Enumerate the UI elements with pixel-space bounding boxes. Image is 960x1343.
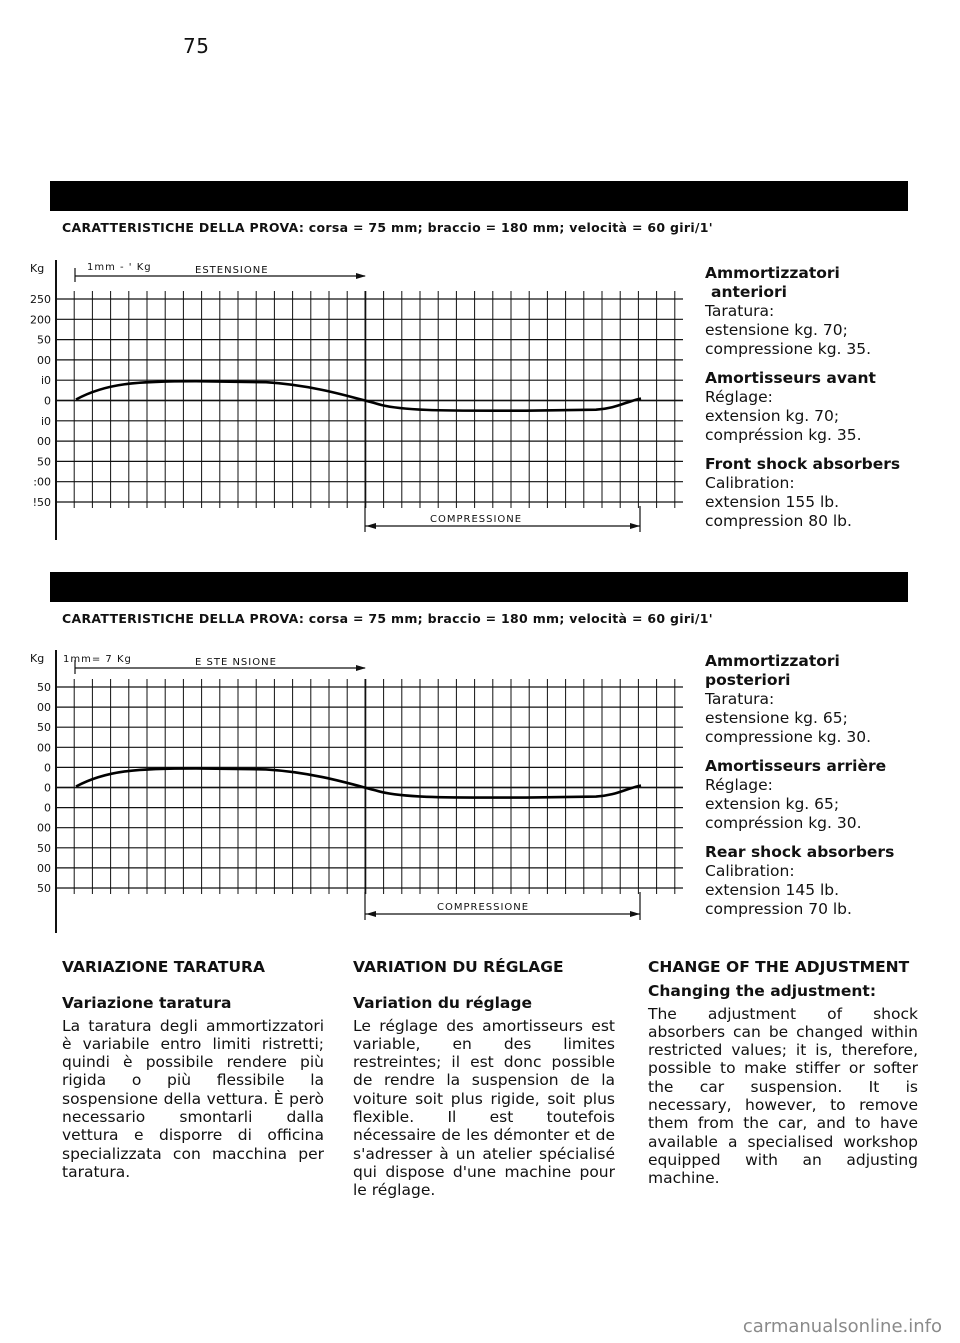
fr-sub: Réglage: [705, 776, 773, 794]
y-axis-unit-label: Kg [30, 652, 45, 665]
fr-title: Amortisseurs arrière [705, 757, 887, 775]
column-title: CHANGE OF THE ADJUSTMENT [648, 958, 910, 976]
column-italian [62, 958, 324, 1181]
compression-arrow-head [366, 523, 376, 529]
y-tick-label: 0 [44, 801, 51, 815]
extension-arrow-head [356, 665, 366, 671]
watermark-text: carmanualsonline.info [742, 1316, 942, 1337]
en-line-2: compression 70 lb. [705, 900, 852, 918]
extension-label: E STE NSIONE [195, 657, 277, 668]
column-subtitle: Changing the adjustment: [648, 982, 877, 1001]
y-tick-label: 00 [37, 821, 51, 835]
y-tick-label: 50 [37, 882, 51, 895]
en-sub: Calibration: [705, 862, 795, 880]
column-body: La taratura degli ammortizzatori è variabile entro limiti ristretti; quindi è possibile rendere più rigida o più flessibile la sospensione della vettura. È però necessario smontarli dalla vettura e disporre di officina specializzata con macchina per taratura. [62, 1016, 324, 1181]
it-line-1: estensione kg. 65; [705, 709, 848, 727]
extension-label: ESTENSIONE [195, 265, 269, 276]
scale-note: 1mm= 7 Kg [63, 654, 132, 665]
it-title-2: anteriori [711, 283, 787, 301]
chart-caption: CARATTERISTICHE DELLA PROVA: corsa = 75 mm; braccio = 180 mm; velocità = 60 giri/1' [62, 220, 713, 235]
it-line-1: estensione kg. 70; [705, 321, 848, 339]
y-tick-label: :00 [33, 475, 51, 489]
fr-title: Amortisseurs avant [705, 369, 876, 387]
y-tick-label: 0 [44, 761, 51, 775]
it-sub: Taratura: [705, 302, 775, 320]
en-line-1: extension 145 lb. [705, 881, 840, 899]
compression-arrow-head [630, 523, 640, 529]
column-body: The adjustment of shock absorbers can be changed within restricted values; it is, therefore, possible to make stiffer or softer the car suspension. It is necessary, however, to remove them from the car, and to have available a specialised workshop equipped with an adjusting machine. [648, 1004, 918, 1188]
y-tick-label: 00 [37, 861, 51, 875]
column-body: Le réglage des amortisseurs est variable, en des limites restreintes; il est donc possible de rendre la suspension de la voiture soit plus rigide, soit plus flexible. Il est toutefois nécessaire de les démonter et de s'adresser à un atelier spécialisé qui dispose d'une machine pour le réglage. [353, 1016, 615, 1200]
y-tick-label: 50 [37, 841, 51, 855]
it-sub: Taratura: [705, 690, 775, 708]
black-header-bar [50, 572, 908, 602]
column-title: VARIATION DU RÉGLAGE [353, 958, 564, 976]
compression-label: COMPRESSIONE [437, 902, 530, 913]
en-line-1: extension 155 lb. [705, 493, 840, 511]
compression-arrow-head [630, 911, 640, 917]
y-tick-label: 0 [44, 394, 51, 408]
damping-curve [76, 768, 641, 797]
y-tick-label: 00 [37, 741, 51, 755]
page-number: 75 [183, 34, 210, 58]
y-tick-label: i0 [40, 414, 51, 428]
it-title: Ammortizzatori [705, 264, 840, 282]
rear-shock-side-text [705, 652, 920, 919]
fr-sub: Réglage: [705, 388, 773, 406]
y-tick-label: 250 [30, 293, 51, 306]
en-line-2: compression 80 lb. [705, 512, 852, 530]
y-tick-label: 50 [37, 333, 51, 347]
y-tick-label: 00 [37, 435, 51, 449]
fr-line-2: compréssion kg. 35. [705, 426, 862, 444]
column-english [648, 958, 918, 1188]
y-tick-label: 50 [37, 455, 51, 469]
y-tick-label: 00 [37, 353, 51, 367]
y-tick-label: 0 [44, 781, 51, 795]
y-tick-label: 50 [37, 721, 51, 735]
fr-line-1: extension kg. 70; [705, 407, 840, 425]
y-tick-label: 00 [37, 701, 51, 715]
it-line-2: compressione kg. 35. [705, 340, 872, 358]
y-tick-label: !50 [32, 496, 51, 509]
scale-note: 1mm - ' Kg [87, 262, 152, 273]
chart-caption: CARATTERISTICHE DELLA PROVA: corsa = 75 mm; braccio = 180 mm; velocità = 60 giri/1' [62, 611, 713, 626]
compression-label: COMPRESSIONE [430, 514, 523, 525]
y-axis-unit-label: Kg [30, 262, 45, 275]
it-title: Ammortizzatori [705, 652, 840, 670]
it-title-2: posteriori [705, 671, 791, 689]
damping-curve [76, 381, 641, 410]
it-line-2: compressione kg. 30. [705, 728, 872, 746]
column-title: VARIAZIONE TARATURA [62, 958, 265, 976]
en-title: Rear shock absorbers [705, 843, 895, 861]
extension-arrow-head [356, 273, 366, 279]
front-shock-side-text [705, 264, 920, 531]
y-tick-label: 200 [30, 313, 51, 327]
fr-line-1: extension kg. 65; [705, 795, 840, 813]
fr-line-2: compréssion kg. 30. [705, 814, 862, 832]
compression-arrow-head [366, 911, 376, 917]
y-tick-label: 50 [37, 681, 51, 694]
column-french [353, 958, 615, 1200]
en-title: Front shock absorbers [705, 455, 901, 473]
column-subtitle: Variazione taratura [62, 994, 232, 1013]
en-sub: Calibration: [705, 474, 795, 492]
column-subtitle: Variation du réglage [353, 994, 532, 1013]
y-tick-label: i0 [40, 374, 51, 388]
